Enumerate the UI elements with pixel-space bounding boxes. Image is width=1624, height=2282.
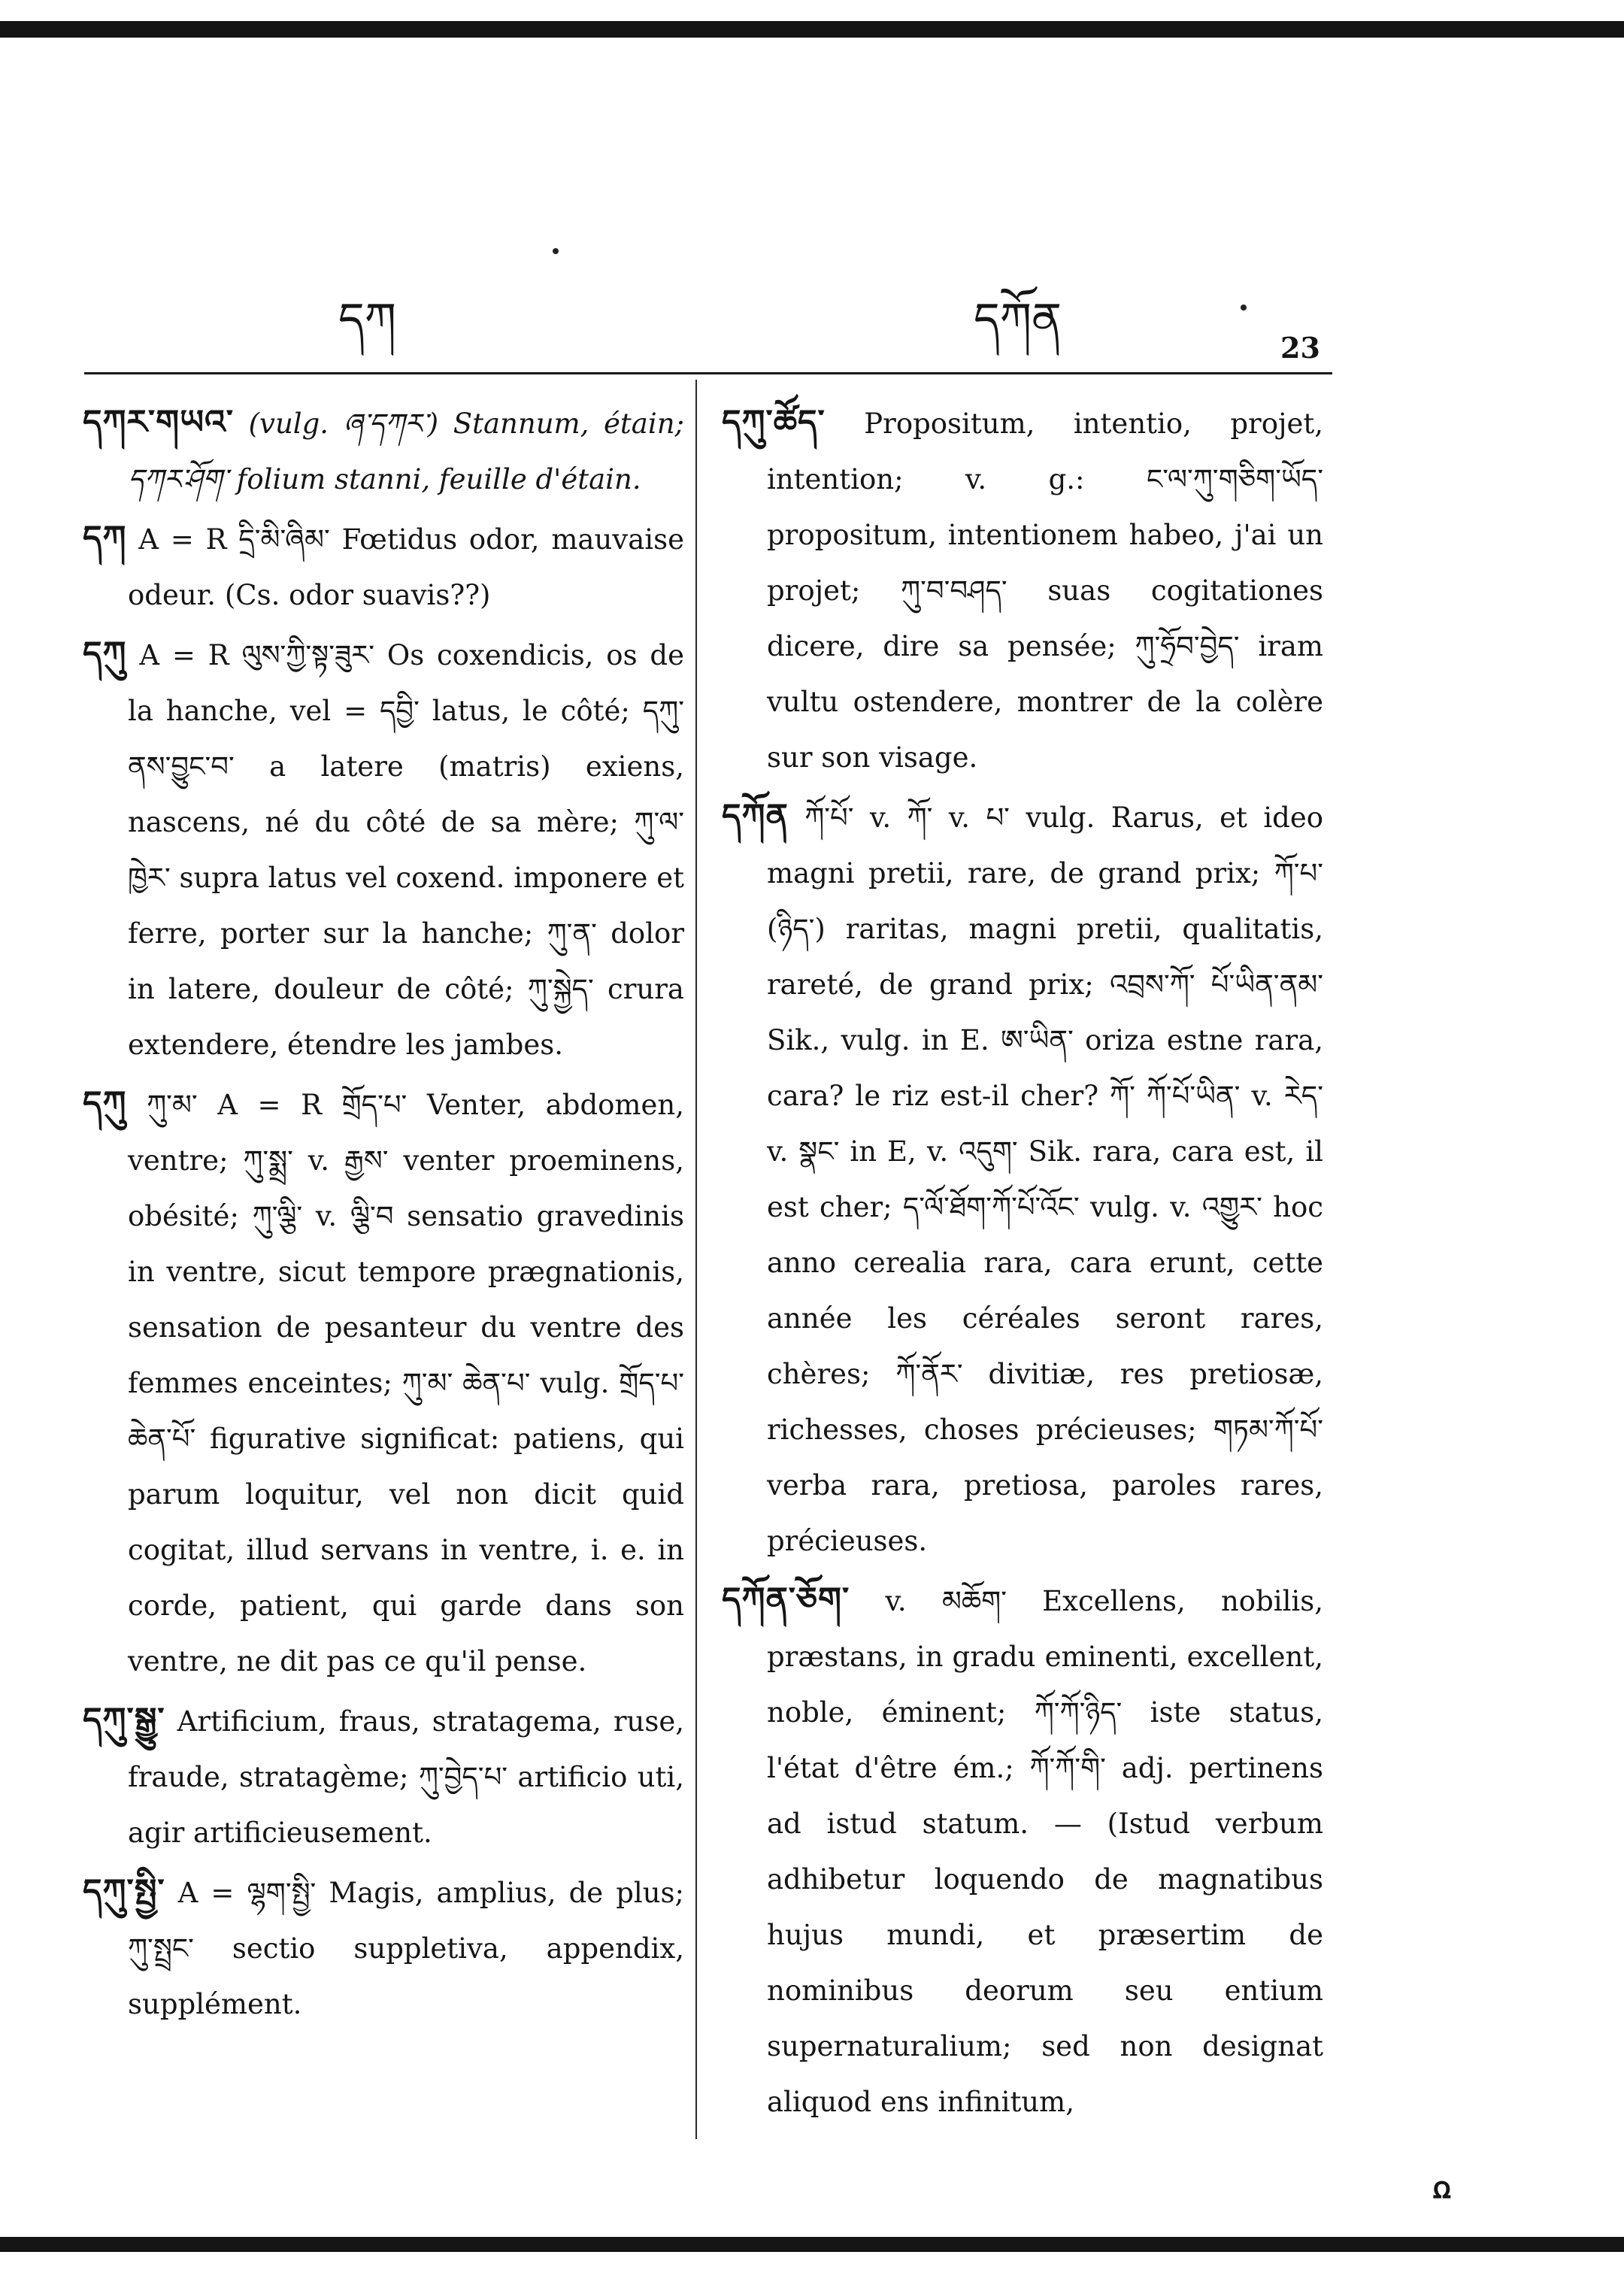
- dictionary-entry: [83, 395, 684, 508]
- ink-speck: [553, 248, 559, 254]
- entry-headword: དཀོན་ཅོག་: [722, 1580, 850, 1619]
- scan-edge-bottom: [0, 2237, 1624, 2252]
- dictionary-entry: [722, 395, 1323, 786]
- entry-text: Artificium, fraus, stratagema, ruse, fraude, stratagème; ཀུ་བྱེད་པ་ artificio uti, agir artificieusement.: [128, 1705, 684, 1849]
- printer-signature-mark: ꭥ: [1432, 2170, 1451, 2205]
- dictionary-entry: [83, 626, 684, 1073]
- dictionary-entry: [83, 1693, 684, 1861]
- entry-headword: དཀར་གཡའ་: [83, 403, 234, 441]
- ink-speck: [1241, 305, 1247, 311]
- dictionary-entry: [83, 1076, 684, 1690]
- entry-headword: དཀ: [83, 519, 127, 557]
- column-divider: [695, 380, 697, 2139]
- entry-headword: དཀུ: [83, 635, 127, 673]
- entry-text: A = R དྲི་མི་ཞིམ་ Fœtidus odor, mauvaise odeur. (Cs. odor suavis??): [128, 523, 684, 611]
- entry-text: Propositum, intentio, projet, intention; v. g.: ང་ལ་ཀུ་གཅིག་ཡོད་ propositum, intentionem habeo, j'ai un projet; ཀུ་བ་བཤད་ suas cogitationes dicere, dire sa pensée; ཀུ་ཧྲོབ་བྱེད་ iram vultu ostendere, montrer de la colère sur son visage.: [767, 408, 1324, 774]
- page-number: 23: [1280, 331, 1320, 365]
- dictionary-entry: [722, 1572, 1323, 2130]
- running-headword-left: དཀ: [338, 293, 396, 346]
- entry-headword: དཀུ་ཚོད་: [722, 403, 826, 441]
- right-column: [722, 395, 1323, 2133]
- entry-text: A = R ལུས་ཀྱི་སྟ་ཟུར་ Os coxendicis, os de la hanche, vel = དབྱི་ latus, le côté; དཀུ་ནས་བྱུང་བ་ a latere (matris) exiens, nascens, né du côté de sa mère; ཀུ་ལ་ ཁྱེར་ supra latus vel coxend. imponere et ferre, porter sur la hanche; ཀུ་ན་ dolor in latere, douleur de côté; ཀུ་སྐྱེད་ crura extendere, étendre les jambes.: [128, 639, 684, 1061]
- header-rule: [84, 372, 1332, 374]
- entry-headword: དཀུ: [83, 1084, 127, 1123]
- dictionary-entry: [722, 789, 1323, 1569]
- dictionary-entry: [83, 511, 684, 623]
- entry-text: v. མཆོག་ Excellens, nobilis, præstans, in gradu eminenti, excellent, noble, éminent; ཀོ་ཀོ་ཉིད་ iste status, l'état d'être ém.; ཀོ་ཀོ་གི་ adj. pertinens ad istud statum. — (Istud verbum adhibetur loquendo de magnatibus hujus mundi, et præsertim de nominibus deorum seu entium supernaturalium; sed non designat aliquod ens infinitum,: [767, 1585, 1323, 2118]
- entry-text: ཀུ་མ་ A = R གྲོད་པ་ Venter, abdomen, ventre; ཀུ་སྨྲ་ v. རྒྱས་ venter proeminens, obésité; ཀུ་ལྕི་ v. ལྕི་བ sensatio gravedinis in ventre, sicut tempore prægnationis, sensation de pesanteur du ventre des femmes enceintes; ཀུ་མ་ ཆེན་པ་ vulg. གྲོད་པ་ཆེན་པོ་ figurative significat: patiens, qui parum loquitur, vel non dicit quid cogitat, illud servans in ventre, i. e. in corde, patient, qui garde dans son ventre, ne dit pas ce qu'il pense.: [128, 1089, 684, 1677]
- scan-edge-top: [0, 21, 1624, 38]
- entry-headword: དཀུ་སྒྱུ་: [83, 1701, 165, 1739]
- entry-text: A = ལྷག་སྤྱི་ Magis, amplius, de plus; ཀུ་སྤྲང་ sectio suppletiva, appendix, supplément.: [128, 1877, 685, 2020]
- entry-text: (vulg. ཞ་དཀར་) Stannum, étain; དཀར་ཤོག་ folium stanni, feuille d'étain.: [128, 408, 684, 495]
- dictionary-entry: [83, 1864, 684, 2032]
- running-headword-right: དཀོན: [974, 293, 1062, 346]
- entry-headword: དཀོན: [722, 797, 789, 835]
- entry-text: ཀོ་པོ་ v. ཀོ་ v. པ་ vulg. Rarus, et ideo magni pretii, rare, de grand prix; ཀོ་པ་(ཉིད་) raritas, magni pretii, qualitatis, rareté, de grand prix; འབྲས་ཀོ་ པོ་ཡིན་ནམ་ Sik., vulg. in E. ཨ་ཡིན་ oriza estne rara, cara? le riz est-il cher? ཀོ་ ཀོ་པོ་ཡིན་ v. རེད་ v. སྣང་ in E, v. འདུག་ Sik. rara, cara est, il est cher; ད་ལོ་ཐོག་ཀོ་པོ་འོང་ vulg. v. འགྱུར་ hoc anno cerealia rara, cara erunt, cette année les céréales seront rares, chères; ཀོ་ནོར་ divitiæ, res pretiosæ, richesses, choses précieuses; གཏམ་ཀོ་པོ་ verba rara, pretiosa, paroles rares, précieuses.: [767, 802, 1324, 1557]
- left-column: [83, 395, 684, 2035]
- entry-headword: དཀུ་སྤྱི་: [83, 1872, 165, 1911]
